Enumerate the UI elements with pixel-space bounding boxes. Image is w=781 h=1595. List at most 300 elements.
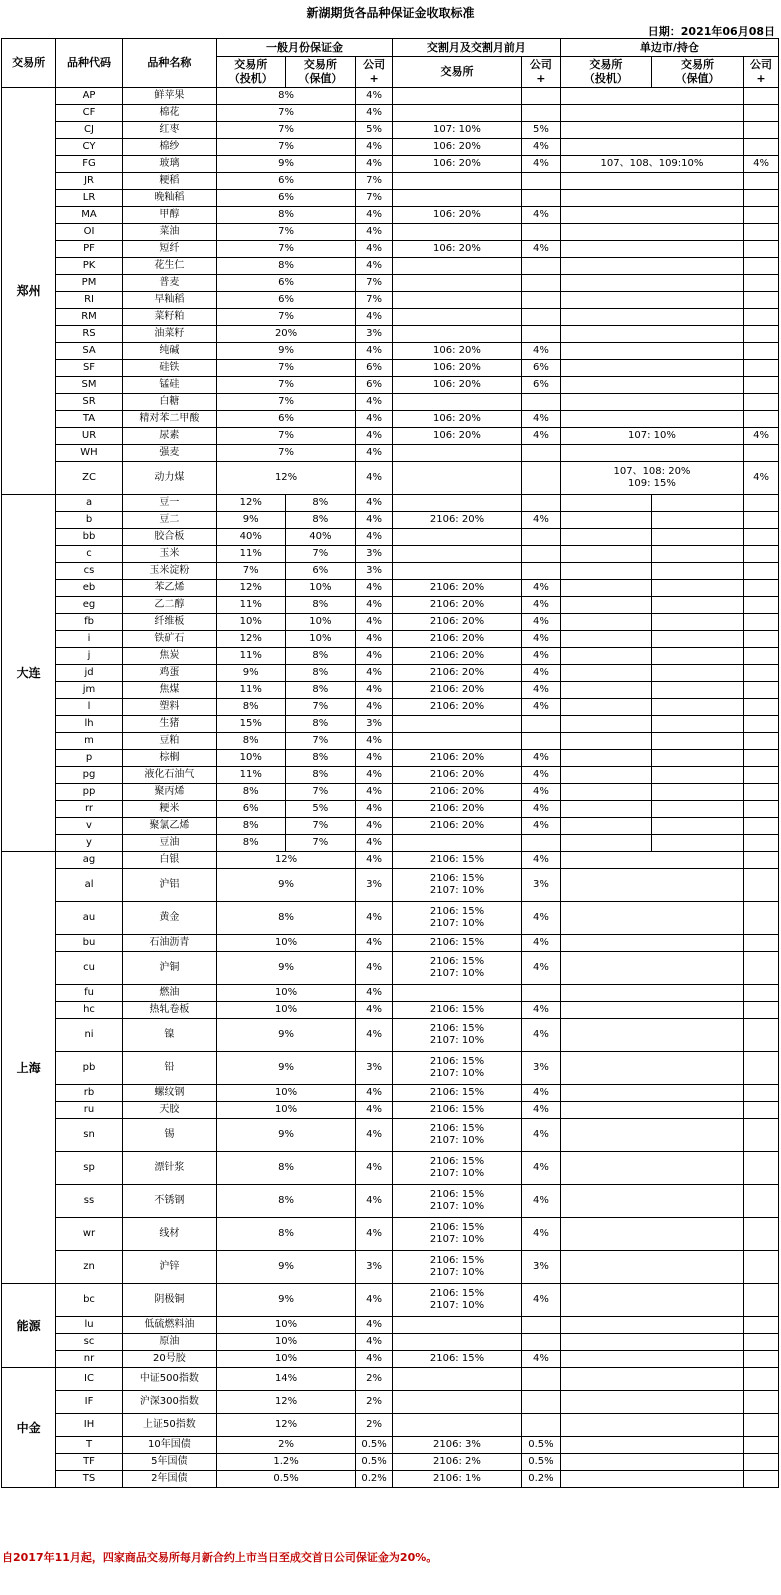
delivery-company-cell: 4% bbox=[521, 1284, 560, 1317]
table-row bbox=[2, 377, 779, 394]
gen-hedge-cell: 10% bbox=[285, 631, 356, 648]
delivery-margin-cell: 2106: 20% bbox=[393, 665, 522, 682]
unilateral-company-cell bbox=[744, 512, 779, 529]
name-cell: 晚籼稻 bbox=[122, 190, 216, 207]
code-cell: rb bbox=[56, 1085, 123, 1102]
gen-company-cell: 7% bbox=[356, 190, 393, 207]
gen-spec-cell: 8% bbox=[216, 733, 285, 750]
unilateral-company-cell bbox=[744, 1218, 779, 1251]
name-cell: 棉纱 bbox=[122, 139, 216, 156]
unilateral-company-cell bbox=[744, 1185, 779, 1218]
delivery-margin-cell bbox=[393, 275, 522, 292]
table-row bbox=[2, 173, 779, 190]
table-row bbox=[2, 292, 779, 309]
delivery-company-cell: 4% bbox=[521, 597, 560, 614]
delivery-company-cell: 4% bbox=[521, 343, 560, 360]
name-cell: 普麦 bbox=[122, 275, 216, 292]
unilateral-company-cell bbox=[744, 1471, 779, 1488]
gen-company-cell: 4% bbox=[356, 1019, 393, 1052]
header-uni-spec: 交易所 （投机） bbox=[560, 57, 651, 88]
delivery-company-cell bbox=[521, 985, 560, 1002]
delivery-margin-cell bbox=[393, 224, 522, 241]
table-row bbox=[2, 495, 779, 512]
delivery-margin-cell: 2106: 15% bbox=[393, 1085, 522, 1102]
exchange-cell: 郑州 bbox=[2, 88, 56, 495]
gen-spec-cell: 15% bbox=[216, 716, 285, 733]
name-cell: 豆二 bbox=[122, 512, 216, 529]
uni-spec-cell bbox=[560, 597, 651, 614]
name-cell: 乙二醇 bbox=[122, 597, 216, 614]
unilateral-company-cell bbox=[744, 309, 779, 326]
delivery-company-cell: 4% bbox=[521, 902, 560, 935]
gen-spec-cell: 10% bbox=[216, 750, 285, 767]
table-row bbox=[2, 580, 779, 597]
uni-hedge-cell bbox=[651, 665, 743, 682]
code-cell: lu bbox=[56, 1317, 123, 1334]
gen-company-cell: 4% bbox=[356, 835, 393, 852]
unilateral-margin-cell bbox=[560, 190, 743, 207]
code-cell: l bbox=[56, 699, 123, 716]
gen-company-cell: 2% bbox=[356, 1368, 393, 1391]
unilateral-company-cell bbox=[744, 275, 779, 292]
delivery-company-cell: 4% bbox=[521, 1102, 560, 1119]
delivery-margin-cell: 2106: 15% 2107: 10% bbox=[393, 1119, 522, 1152]
unilateral-company-cell bbox=[744, 546, 779, 563]
gen-margin-cell: 9% bbox=[216, 952, 355, 985]
unilateral-company-cell: 4% bbox=[744, 156, 779, 173]
delivery-margin-cell: 106: 20% bbox=[393, 377, 522, 394]
gen-hedge-cell: 8% bbox=[285, 767, 356, 784]
gen-spec-cell: 11% bbox=[216, 597, 285, 614]
unilateral-margin-cell bbox=[560, 224, 743, 241]
gen-margin-cell: 8% bbox=[216, 88, 355, 105]
table-row bbox=[2, 139, 779, 156]
gen-spec-cell: 12% bbox=[216, 631, 285, 648]
gen-margin-cell: 7% bbox=[216, 394, 355, 411]
unilateral-company-cell bbox=[744, 258, 779, 275]
code-cell: FG bbox=[56, 156, 123, 173]
delivery-margin-cell bbox=[393, 985, 522, 1002]
table-row bbox=[2, 1185, 779, 1218]
name-cell: 豆油 bbox=[122, 835, 216, 852]
table-row bbox=[2, 529, 779, 546]
gen-company-cell: 3% bbox=[356, 716, 393, 733]
gen-company-cell: 3% bbox=[356, 1251, 393, 1284]
gen-margin-cell: 12% bbox=[216, 1414, 355, 1437]
gen-margin-cell: 8% bbox=[216, 1152, 355, 1185]
name-cell: 沪铜 bbox=[122, 952, 216, 985]
uni-hedge-cell bbox=[651, 716, 743, 733]
name-cell: 早籼稻 bbox=[122, 292, 216, 309]
delivery-company-cell bbox=[521, 88, 560, 105]
code-cell: SR bbox=[56, 394, 123, 411]
unilateral-company-cell bbox=[744, 699, 779, 716]
delivery-company-cell: 6% bbox=[521, 377, 560, 394]
unilateral-margin-cell bbox=[560, 985, 743, 1002]
unilateral-company-cell bbox=[744, 394, 779, 411]
delivery-company-cell: 4% bbox=[521, 1119, 560, 1152]
delivery-company-cell: 4% bbox=[521, 665, 560, 682]
code-cell: i bbox=[56, 631, 123, 648]
gen-margin-cell: 7% bbox=[216, 445, 355, 462]
gen-margin-cell: 1.2% bbox=[216, 1454, 355, 1471]
name-cell: 玉米淀粉 bbox=[122, 563, 216, 580]
name-cell: 铅 bbox=[122, 1052, 216, 1085]
delivery-company-cell bbox=[521, 1368, 560, 1391]
gen-margin-cell: 7% bbox=[216, 105, 355, 122]
name-cell: 5年国债 bbox=[122, 1454, 216, 1471]
table-row bbox=[2, 1368, 779, 1391]
name-cell: 锡 bbox=[122, 1119, 216, 1152]
name-cell: 燃油 bbox=[122, 985, 216, 1002]
name-cell: 短纤 bbox=[122, 241, 216, 258]
name-cell: 纯碱 bbox=[122, 343, 216, 360]
gen-margin-cell: 9% bbox=[216, 156, 355, 173]
unilateral-company-cell bbox=[744, 1152, 779, 1185]
uni-spec-cell bbox=[560, 546, 651, 563]
gen-hedge-cell: 7% bbox=[285, 733, 356, 750]
gen-company-cell: 4% bbox=[356, 952, 393, 985]
uni-spec-cell bbox=[560, 699, 651, 716]
table-row bbox=[2, 631, 779, 648]
table-row bbox=[2, 394, 779, 411]
delivery-company-cell: 4% bbox=[521, 818, 560, 835]
gen-margin-cell: 7% bbox=[216, 139, 355, 156]
unilateral-margin-cell: 107、108: 20% 109: 15% bbox=[560, 462, 743, 495]
gen-margin-cell: 9% bbox=[216, 1052, 355, 1085]
gen-margin-cell: 12% bbox=[216, 462, 355, 495]
name-cell: 强麦 bbox=[122, 445, 216, 462]
delivery-company-cell: 4% bbox=[521, 699, 560, 716]
delivery-company-cell: 3% bbox=[521, 1251, 560, 1284]
uni-hedge-cell bbox=[651, 699, 743, 716]
unilateral-margin-cell bbox=[560, 1218, 743, 1251]
table-row bbox=[2, 784, 779, 801]
gen-company-cell: 4% bbox=[356, 648, 393, 665]
gen-margin-cell: 12% bbox=[216, 1391, 355, 1414]
gen-company-cell: 4% bbox=[356, 462, 393, 495]
name-cell: 红枣 bbox=[122, 122, 216, 139]
delivery-company-cell: 0.5% bbox=[521, 1437, 560, 1454]
code-cell: sc bbox=[56, 1334, 123, 1351]
table-row bbox=[2, 1454, 779, 1471]
gen-company-cell: 4% bbox=[356, 224, 393, 241]
gen-margin-cell: 7% bbox=[216, 428, 355, 445]
delivery-company-cell: 4% bbox=[521, 411, 560, 428]
gen-company-cell: 4% bbox=[356, 394, 393, 411]
table-row bbox=[2, 597, 779, 614]
unilateral-margin-cell bbox=[560, 935, 743, 952]
unilateral-margin-cell bbox=[560, 852, 743, 869]
delivery-margin-cell: 2106: 15% bbox=[393, 1351, 522, 1368]
gen-spec-cell: 8% bbox=[216, 818, 285, 835]
table-row bbox=[2, 1085, 779, 1102]
gen-company-cell: 4% bbox=[356, 139, 393, 156]
unilateral-margin-cell bbox=[560, 1317, 743, 1334]
gen-hedge-cell: 8% bbox=[285, 716, 356, 733]
table-row bbox=[2, 1284, 779, 1317]
name-cell: 沪锌 bbox=[122, 1251, 216, 1284]
unilateral-margin-cell bbox=[560, 869, 743, 902]
delivery-company-cell: 4% bbox=[521, 428, 560, 445]
name-cell: 上证50指数 bbox=[122, 1414, 216, 1437]
unilateral-margin-cell bbox=[560, 1002, 743, 1019]
code-cell: sn bbox=[56, 1119, 123, 1152]
uni-hedge-cell bbox=[651, 512, 743, 529]
gen-company-cell: 4% bbox=[356, 207, 393, 224]
delivery-company-cell bbox=[521, 546, 560, 563]
page-title: 新湖期货各品种保证金收取标准 bbox=[306, 6, 475, 20]
gen-margin-cell: 10% bbox=[216, 1002, 355, 1019]
delivery-company-cell: 4% bbox=[521, 1351, 560, 1368]
header-general: 一般月份保证金 bbox=[216, 39, 392, 57]
table-row bbox=[2, 767, 779, 784]
table-row bbox=[2, 1119, 779, 1152]
code-cell: bc bbox=[56, 1284, 123, 1317]
table-row bbox=[2, 750, 779, 767]
unilateral-margin-cell bbox=[560, 360, 743, 377]
delivery-company-cell bbox=[521, 173, 560, 190]
delivery-margin-cell bbox=[393, 1368, 522, 1391]
gen-company-cell: 4% bbox=[356, 750, 393, 767]
table-row bbox=[2, 1437, 779, 1454]
delivery-margin-cell bbox=[393, 495, 522, 512]
unilateral-company-cell bbox=[744, 1454, 779, 1471]
unilateral-company-cell bbox=[744, 1052, 779, 1085]
name-cell: 沪深300指数 bbox=[122, 1391, 216, 1414]
gen-margin-cell: 6% bbox=[216, 411, 355, 428]
unilateral-company-cell bbox=[744, 105, 779, 122]
gen-hedge-cell: 8% bbox=[285, 750, 356, 767]
code-cell: PM bbox=[56, 275, 123, 292]
delivery-company-cell bbox=[521, 309, 560, 326]
code-cell: c bbox=[56, 546, 123, 563]
table-row bbox=[2, 1334, 779, 1351]
gen-hedge-cell: 8% bbox=[285, 512, 356, 529]
delivery-company-cell bbox=[521, 495, 560, 512]
uni-hedge-cell bbox=[651, 563, 743, 580]
table-row bbox=[2, 985, 779, 1002]
code-cell: T bbox=[56, 1437, 123, 1454]
name-cell: 甲醇 bbox=[122, 207, 216, 224]
name-cell: 苯乙烯 bbox=[122, 580, 216, 597]
uni-spec-cell bbox=[560, 716, 651, 733]
gen-hedge-cell: 5% bbox=[285, 801, 356, 818]
code-cell: nr bbox=[56, 1351, 123, 1368]
code-cell: SF bbox=[56, 360, 123, 377]
unilateral-company-cell bbox=[744, 835, 779, 852]
gen-company-cell: 4% bbox=[356, 1351, 393, 1368]
code-cell: al bbox=[56, 869, 123, 902]
name-cell: 焦炭 bbox=[122, 648, 216, 665]
code-cell: RS bbox=[56, 326, 123, 343]
delivery-margin-cell bbox=[393, 292, 522, 309]
unilateral-company-cell bbox=[744, 1368, 779, 1391]
code-cell: PK bbox=[56, 258, 123, 275]
uni-spec-cell bbox=[560, 631, 651, 648]
delivery-margin-cell: 2106: 20% bbox=[393, 614, 522, 631]
delivery-margin-cell: 2106: 2% bbox=[393, 1454, 522, 1471]
code-cell: pp bbox=[56, 784, 123, 801]
name-cell: 胶合板 bbox=[122, 529, 216, 546]
unilateral-company-cell bbox=[744, 1437, 779, 1454]
unilateral-margin-cell bbox=[560, 207, 743, 224]
gen-spec-cell: 8% bbox=[216, 784, 285, 801]
unilateral-company-cell bbox=[744, 326, 779, 343]
exchange-cell: 能源 bbox=[2, 1284, 56, 1368]
table-row bbox=[2, 682, 779, 699]
uni-hedge-cell bbox=[651, 818, 743, 835]
gen-margin-cell: 14% bbox=[216, 1368, 355, 1391]
code-cell: cs bbox=[56, 563, 123, 580]
gen-company-cell: 4% bbox=[356, 1085, 393, 1102]
uni-hedge-cell bbox=[651, 546, 743, 563]
gen-company-cell: 4% bbox=[356, 985, 393, 1002]
name-cell: 硅铁 bbox=[122, 360, 216, 377]
gen-company-cell: 7% bbox=[356, 275, 393, 292]
unilateral-company-cell bbox=[744, 529, 779, 546]
code-cell: b bbox=[56, 512, 123, 529]
header-uni-hedge: 交易所 （保值） bbox=[651, 57, 743, 88]
delivery-margin-cell: 2106: 20% bbox=[393, 699, 522, 716]
delivery-margin-cell: 2106: 15% 2107: 10% bbox=[393, 952, 522, 985]
delivery-margin-cell: 2106: 20% bbox=[393, 580, 522, 597]
gen-company-cell: 4% bbox=[356, 156, 393, 173]
unilateral-company-cell bbox=[744, 1284, 779, 1317]
delivery-company-cell bbox=[521, 224, 560, 241]
header-exchange: 交易所 bbox=[2, 39, 56, 88]
unilateral-margin-cell bbox=[560, 1368, 743, 1391]
gen-spec-cell: 9% bbox=[216, 512, 285, 529]
unilateral-company-cell bbox=[744, 733, 779, 750]
gen-margin-cell: 7% bbox=[216, 309, 355, 326]
name-cell: 2年国债 bbox=[122, 1471, 216, 1488]
code-cell: SM bbox=[56, 377, 123, 394]
unilateral-company-cell bbox=[744, 1251, 779, 1284]
delivery-margin-cell: 2106: 15% 2107: 10% bbox=[393, 1251, 522, 1284]
delivery-company-cell: 4% bbox=[521, 750, 560, 767]
table-row bbox=[2, 1152, 779, 1185]
unilateral-margin-cell bbox=[560, 1119, 743, 1152]
gen-company-cell: 3% bbox=[356, 869, 393, 902]
name-cell: 低硫燃料油 bbox=[122, 1317, 216, 1334]
unilateral-margin-cell bbox=[560, 275, 743, 292]
uni-hedge-cell bbox=[651, 580, 743, 597]
gen-margin-cell: 9% bbox=[216, 1019, 355, 1052]
code-cell: AP bbox=[56, 88, 123, 105]
delivery-company-cell bbox=[521, 394, 560, 411]
gen-company-cell: 4% bbox=[356, 1002, 393, 1019]
delivery-margin-cell bbox=[393, 529, 522, 546]
code-cell: ZC bbox=[56, 462, 123, 495]
table-row bbox=[2, 801, 779, 818]
unilateral-company-cell bbox=[744, 952, 779, 985]
code-cell: TS bbox=[56, 1471, 123, 1488]
uni-hedge-cell bbox=[651, 733, 743, 750]
gen-margin-cell: 8% bbox=[216, 902, 355, 935]
unilateral-margin-cell bbox=[560, 173, 743, 190]
gen-company-cell: 4% bbox=[356, 935, 393, 952]
gen-hedge-cell: 10% bbox=[285, 580, 356, 597]
name-cell: 漂针浆 bbox=[122, 1152, 216, 1185]
code-cell: TF bbox=[56, 1454, 123, 1471]
unilateral-company-cell bbox=[744, 665, 779, 682]
gen-hedge-cell: 7% bbox=[285, 818, 356, 835]
uni-hedge-cell bbox=[651, 614, 743, 631]
gen-spec-cell: 7% bbox=[216, 563, 285, 580]
name-cell: 液化石油气 bbox=[122, 767, 216, 784]
uni-hedge-cell bbox=[651, 682, 743, 699]
gen-margin-cell: 10% bbox=[216, 1351, 355, 1368]
unilateral-margin-cell bbox=[560, 1085, 743, 1102]
uni-spec-cell bbox=[560, 818, 651, 835]
gen-margin-cell: 9% bbox=[216, 1251, 355, 1284]
gen-spec-cell: 11% bbox=[216, 767, 285, 784]
table-row bbox=[2, 1351, 779, 1368]
name-cell: 玉米 bbox=[122, 546, 216, 563]
delivery-margin-cell bbox=[393, 835, 522, 852]
margin-table bbox=[1, 38, 779, 1488]
delivery-margin-cell bbox=[393, 445, 522, 462]
code-cell: j bbox=[56, 648, 123, 665]
table-row bbox=[2, 326, 779, 343]
unilateral-margin-cell bbox=[560, 445, 743, 462]
delivery-margin-cell: 2106: 20% bbox=[393, 750, 522, 767]
unilateral-margin-cell bbox=[560, 105, 743, 122]
unilateral-company-cell bbox=[744, 902, 779, 935]
code-cell: ag bbox=[56, 852, 123, 869]
table-row bbox=[2, 1002, 779, 1019]
delivery-company-cell: 4% bbox=[521, 1218, 560, 1251]
table-row bbox=[2, 207, 779, 224]
gen-company-cell: 7% bbox=[356, 292, 393, 309]
unilateral-company-cell bbox=[744, 935, 779, 952]
name-cell: 菜油 bbox=[122, 224, 216, 241]
code-cell: PF bbox=[56, 241, 123, 258]
unilateral-company-cell bbox=[744, 1317, 779, 1334]
delivery-margin-cell: 2106: 15% 2107: 10% bbox=[393, 1152, 522, 1185]
code-cell: cu bbox=[56, 952, 123, 985]
delivery-company-cell bbox=[521, 1317, 560, 1334]
gen-company-cell: 4% bbox=[356, 1317, 393, 1334]
delivery-company-cell: 4% bbox=[521, 952, 560, 985]
unilateral-margin-cell bbox=[560, 1102, 743, 1119]
unilateral-margin-cell: 107: 10% bbox=[560, 428, 743, 445]
code-cell: hc bbox=[56, 1002, 123, 1019]
delivery-company-cell bbox=[521, 563, 560, 580]
table-row bbox=[2, 258, 779, 275]
gen-margin-cell: 6% bbox=[216, 275, 355, 292]
delivery-margin-cell bbox=[393, 1414, 522, 1437]
unilateral-company-cell bbox=[744, 869, 779, 902]
gen-company-cell: 6% bbox=[356, 360, 393, 377]
unilateral-margin-cell bbox=[560, 1454, 743, 1471]
unilateral-margin-cell: 107、108、109:10% bbox=[560, 156, 743, 173]
uni-spec-cell bbox=[560, 682, 651, 699]
unilateral-margin-cell bbox=[560, 1185, 743, 1218]
unilateral-company-cell bbox=[744, 631, 779, 648]
uni-hedge-cell bbox=[651, 648, 743, 665]
code-cell: ss bbox=[56, 1185, 123, 1218]
code-cell: SA bbox=[56, 343, 123, 360]
uni-spec-cell bbox=[560, 733, 651, 750]
gen-margin-cell: 6% bbox=[216, 292, 355, 309]
table-row bbox=[2, 462, 779, 495]
gen-company-cell: 3% bbox=[356, 563, 393, 580]
code-cell: fu bbox=[56, 985, 123, 1002]
gen-margin-cell: 0.5% bbox=[216, 1471, 355, 1488]
unilateral-margin-cell bbox=[560, 1437, 743, 1454]
